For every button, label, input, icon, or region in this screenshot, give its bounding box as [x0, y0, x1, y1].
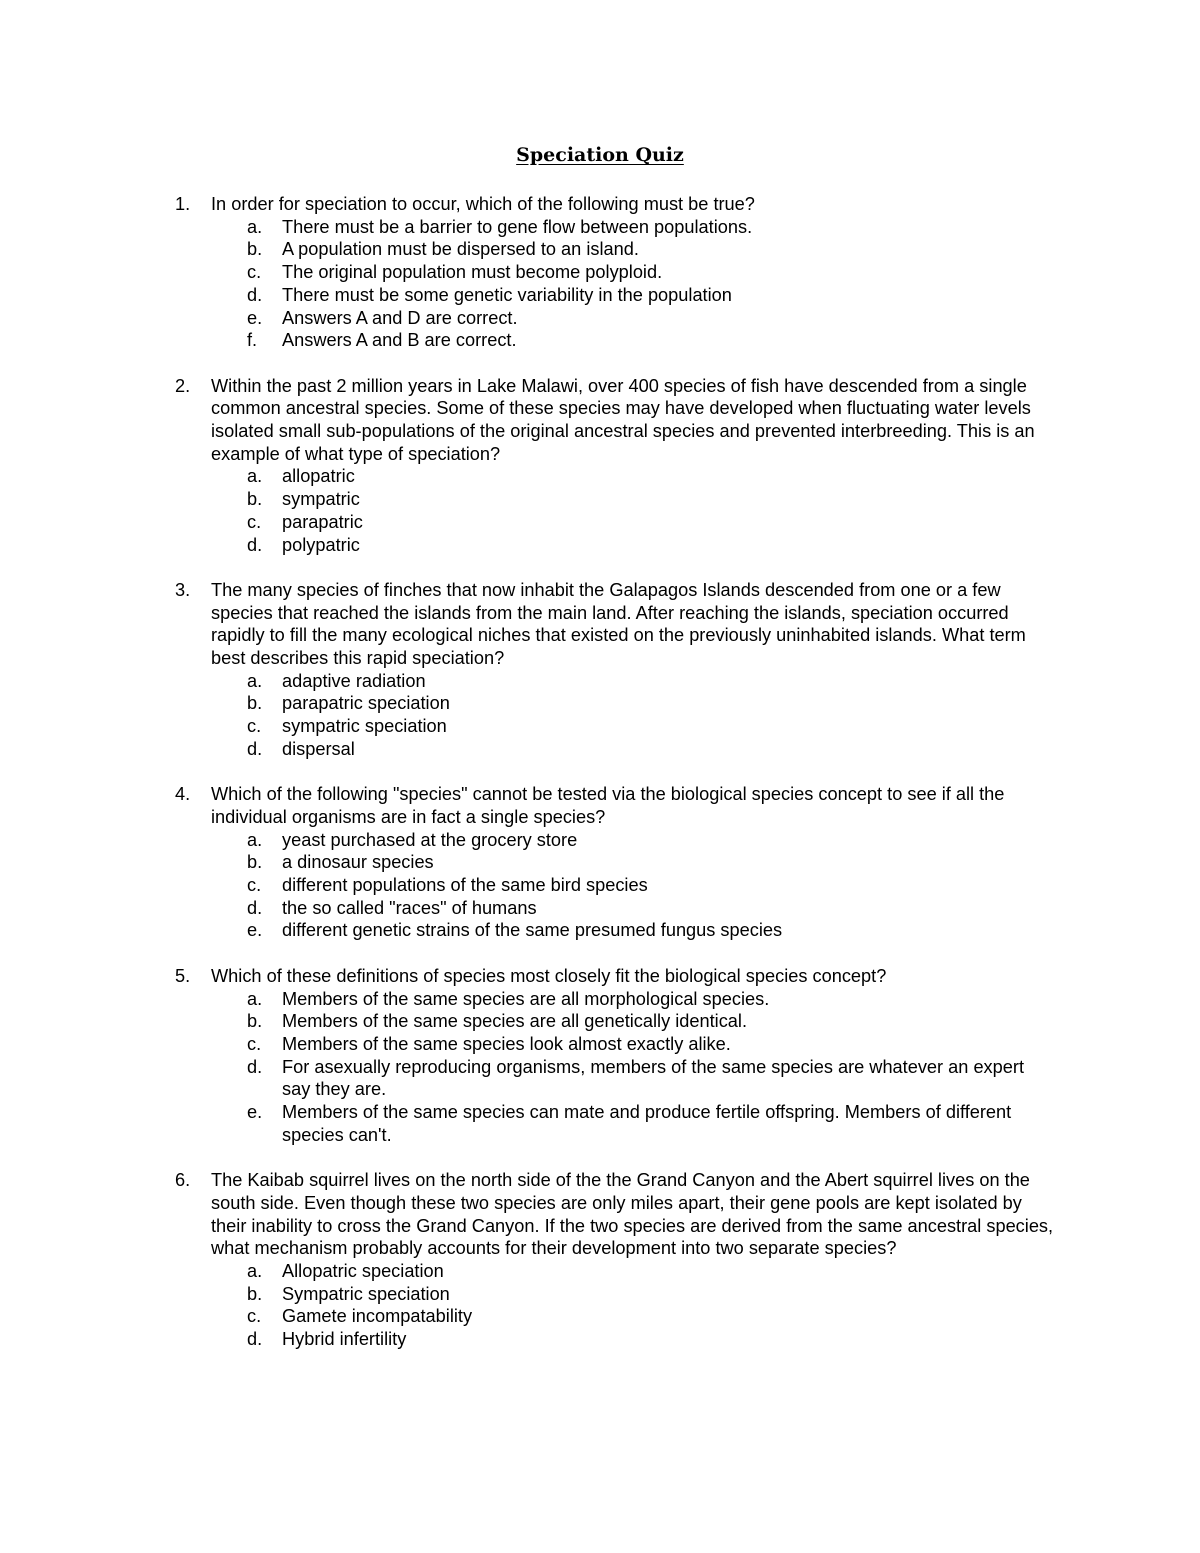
question-number: 1. [175, 194, 191, 214]
question-row [0, 375, 1200, 466]
answer-option [0, 715, 1200, 738]
option-letter: b. [247, 1011, 263, 1032]
option-text: Sympatric speciation [282, 1283, 450, 1304]
question-row [0, 1169, 1200, 1260]
option-text: There must be a barrier to gene flow between populations. [282, 216, 753, 237]
option-text: Answers A and D are correct. [282, 307, 518, 328]
question-row [0, 965, 1200, 988]
answer-option [0, 1033, 1200, 1056]
option-text: polypatric [282, 534, 360, 555]
answer-option [0, 511, 1200, 534]
option-text: allopatric [282, 466, 355, 487]
option-text: Gamete incompatability [282, 1306, 473, 1327]
answer-option [0, 919, 1200, 942]
option-letter: c. [247, 716, 262, 737]
answer-option [0, 488, 1200, 511]
option-text: a dinosaur species [282, 852, 434, 873]
option-text: different genetic strains of the same presumed fungus species [282, 920, 783, 941]
question-text: The Kaibab squirrel lives on the north side of the the Grand Canyon and the Abert squirrel lives on the south side. Even though these two species are only miles apart, their gene pools are kept isolated by their inability to cross the Grand Canyon. If the two species are derived from the same ancestral species, what mechanism probably accounts for their development into two separate species? [211, 1170, 1054, 1259]
option-letter: b. [247, 489, 263, 510]
question-text: In order for speciation to occur, which of the following must be true? [211, 194, 755, 214]
option-letter: e. [247, 307, 263, 328]
option-text: Allopatric speciation [282, 1260, 444, 1281]
option-letter: a. [247, 466, 263, 487]
answer-option [0, 692, 1200, 715]
question-5 [0, 965, 1200, 1147]
question-text: The many species of finches that now inhabit the Galapagos Islands descended from one or a few species that reached the islands from the main land. After reaching the islands, speciation occurred rapidly to fill the many ecological niches that existed on the previously uninhabited islands. What term best describes this rapid speciation? [211, 579, 1026, 669]
option-letter: d. [247, 738, 263, 759]
answer-option [0, 851, 1200, 874]
option-letter: e. [247, 1102, 263, 1123]
question-number: 2. [175, 375, 191, 396]
option-letter: d. [247, 534, 263, 555]
option-letter: c. [247, 1033, 262, 1054]
option-text: sympatric speciation [282, 716, 447, 737]
option-letter: b. [247, 1283, 263, 1304]
option-letter: b. [247, 852, 263, 873]
answer-option [0, 738, 1200, 761]
answer-option [0, 1328, 1200, 1351]
option-text: Members of the same species can mate and produce fertile offspring. Members of different species can't. [282, 1102, 1012, 1145]
answer-option [0, 465, 1200, 488]
option-text: the so called "races" of humans [282, 897, 537, 918]
option-letter: a. [247, 216, 263, 237]
option-letter: d. [247, 897, 263, 918]
option-text: parapatric [282, 511, 363, 532]
answer-option [0, 534, 1200, 557]
answer-option [0, 1056, 1200, 1101]
answer-option [0, 874, 1200, 897]
option-letter: a. [247, 988, 263, 1009]
question-text: Which of these definitions of species most closely fit the biological species concept? [211, 965, 887, 986]
question-number: 5. [175, 965, 191, 986]
option-letter: c. [247, 511, 262, 532]
question-number: 4. [175, 784, 191, 805]
option-text: Answers A and B are correct. [282, 330, 517, 351]
answer-option [0, 1101, 1200, 1146]
answer-option [0, 988, 1200, 1011]
question-row [0, 579, 1200, 670]
option-letter: a. [247, 670, 263, 691]
answer-option [0, 1283, 1200, 1306]
option-text: parapatric speciation [282, 693, 450, 714]
question-number: 3. [175, 579, 191, 600]
option-text: A population must be dispersed to an island. [282, 239, 639, 260]
answer-option [0, 307, 1200, 330]
option-text: For asexually reproducing organisms, members of the same species are whatever an expert say they are. [282, 1056, 1024, 1100]
answer-option [0, 1260, 1200, 1283]
question-2 [0, 375, 1200, 557]
option-text: There must be some genetic variability in the population [282, 284, 732, 305]
answer-option [0, 670, 1200, 693]
question-row [0, 193, 1200, 216]
option-letter: e. [247, 920, 263, 941]
option-letter: d. [247, 1056, 263, 1077]
question-3 [0, 579, 1200, 761]
answer-option [0, 1305, 1200, 1328]
option-letter: c. [247, 875, 262, 896]
option-text: sympatric [282, 489, 360, 510]
option-text: yeast purchased at the grocery store [282, 829, 578, 850]
option-letter: c. [247, 1306, 262, 1327]
question-number: 6. [175, 1170, 191, 1191]
quiz-list [0, 193, 1200, 1373]
option-text: adaptive radiation [282, 670, 426, 691]
option-letter: d. [247, 284, 263, 305]
option-letter: b. [247, 239, 263, 260]
option-text: dispersal [282, 738, 355, 759]
answer-option [0, 329, 1200, 352]
answer-option [0, 216, 1200, 239]
question-text: Within the past 2 million years in Lake Malawi, over 400 species of fish have descended from a single common ancestral species. Some of these species may have developed when fluctuating water levels isolated small sub-populations of the original ancestral species and prevented interbreeding. This is an example of what type of speciation? [211, 375, 1035, 464]
option-letter: c. [247, 262, 262, 283]
option-letter: a. [247, 829, 263, 850]
answer-option [0, 897, 1200, 920]
answer-option [0, 261, 1200, 284]
question-row [0, 783, 1200, 828]
question-4 [0, 783, 1200, 942]
answer-option [0, 829, 1200, 852]
page-title: Speciation Quiz [516, 144, 684, 166]
answer-option [0, 1010, 1200, 1033]
question-6 [0, 1169, 1200, 1351]
answer-option [0, 238, 1200, 261]
question-1 [0, 193, 1200, 352]
option-text: Hybrid infertility [282, 1329, 407, 1350]
option-letter: d. [247, 1329, 263, 1350]
option-text: Members of the same species look almost exactly alike. [282, 1033, 731, 1054]
option-letter: b. [247, 693, 263, 714]
question-text: Which of the following "species" cannot be tested via the biological species concept to see if all the individual organisms are in fact a single species? [211, 784, 1005, 827]
option-text: The original population must become polyploid. [282, 262, 663, 283]
option-text: different populations of the same bird species [282, 875, 648, 896]
option-letter: f. [247, 330, 258, 351]
option-text: Members of the same species are all genetically identical. [282, 1011, 748, 1032]
option-text: Members of the same species are all morphological species. [282, 988, 770, 1009]
answer-option [0, 284, 1200, 307]
option-letter: a. [247, 1260, 263, 1281]
